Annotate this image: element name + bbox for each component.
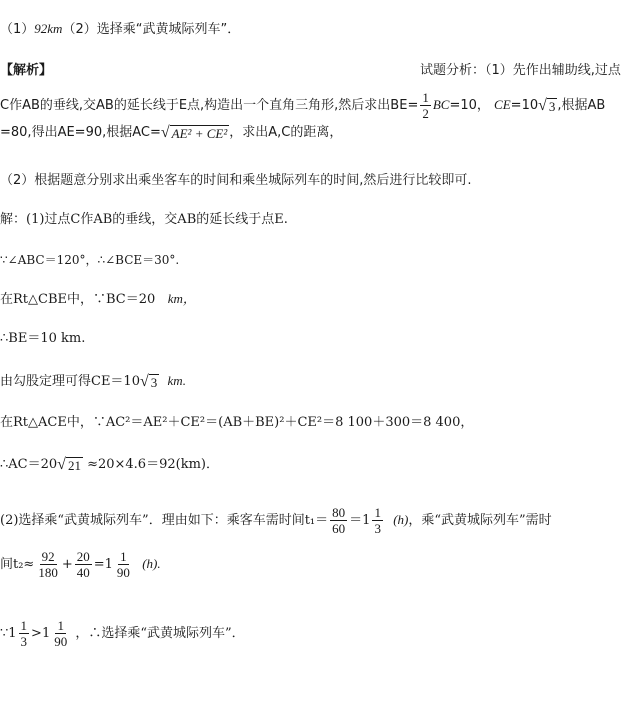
fraction-1-3: $\frac{1}{3}$ (374, 505, 381, 536)
solution-step7: ∴AC＝20 √ 21 ≈20×4.6＝92(km)． (0, 455, 219, 473)
answer-part2: （2）选择乘“武黄城际列车”． (62, 22, 241, 37)
solution-step5: 由勾股定理可得CE＝10 √ 3 km. (0, 372, 186, 390)
sqrt-ae2-ce2: √ AE² + CE² (160, 123, 228, 141)
analysis-method (420, 62, 621, 80)
solution-step8: (2)选择乘“武黄城际列车”．理由如下：乘客车需时间t₁＝ $\frac{80}{60}$ ＝1 $\frac{1}{3}$ (h)，乘“武黄城际列车”需时 (0, 505, 552, 536)
fraction-20-40: $\frac{20}{40}$ (76, 549, 90, 580)
sqrt-21: √ 21 (57, 455, 81, 473)
fraction-one-half: $\frac{1}{2}$ (422, 90, 429, 121)
fraction-80-60: $\frac{80}{60}$ (332, 505, 346, 536)
method-step1-start: （1）先作出辅助线,过点 (485, 63, 621, 78)
sqrt-3: √ 3 (538, 96, 556, 114)
solution-step6: 在Rt△ACE中，∵AC²＝AE²＋CE²＝(AB＋BE)²＋CE²＝8 100＋300＝8 400， (0, 415, 474, 430)
solution-step2: ∵∠ABC＝120°，∴∠BCE＝30°. (0, 253, 180, 267)
answer-distance: 92km (34, 21, 63, 36)
answer-part1-label: （1） (0, 22, 35, 37)
solution-step10: ∵1 $\frac{1}{3}$ >1 $\frac{1}{90}$ ，∴选择乘“武黄城际列车”． (0, 618, 245, 649)
solution-step4: ∴BE＝10 km. (0, 331, 86, 346)
solution-step3: 在Rt△CBE中，∵BC＝20 km， (0, 291, 196, 307)
analysis-line2: C作AB的垂线,交AB的延长线于E点,构造出一个直角三角形,然后求出BE= $\frac{1}{2}$ BC=10， CE=10 √ 3 ,根据AB (0, 90, 606, 121)
solution-step9: 间t₂≈ $\frac{92}{180}$ + $\frac{20}{40}$ =1 $\frac{1}{90}$ (h). (0, 549, 161, 580)
solution-step1: 解：(1)过点C作AB的垂线，交AB的延长线于点E. (0, 212, 288, 227)
method-label: 试题分析： (420, 63, 486, 78)
fraction-1-3-b: $\frac{1}{3}$ (20, 618, 28, 649)
fraction-1-90: $\frac{1}{90}$ (116, 549, 130, 580)
fraction-92-180: $\frac{92}{180}$ (38, 549, 58, 580)
analysis-part2: （2）根据题意分别求出乘坐客车的时间和乘坐城际列车的时间,然后进行比较即可. (0, 173, 472, 188)
sqrt-3-b: √ 3 (139, 372, 158, 390)
fraction-1-90-b: $\frac{1}{90}$ (54, 618, 68, 649)
analysis-line3: =80,得出AE=90,根据AC= √ AE² + CE² ，求出A,C的距离， (0, 123, 343, 141)
answer-line (0, 20, 240, 39)
analysis-label: 【解析】 (0, 63, 53, 78)
